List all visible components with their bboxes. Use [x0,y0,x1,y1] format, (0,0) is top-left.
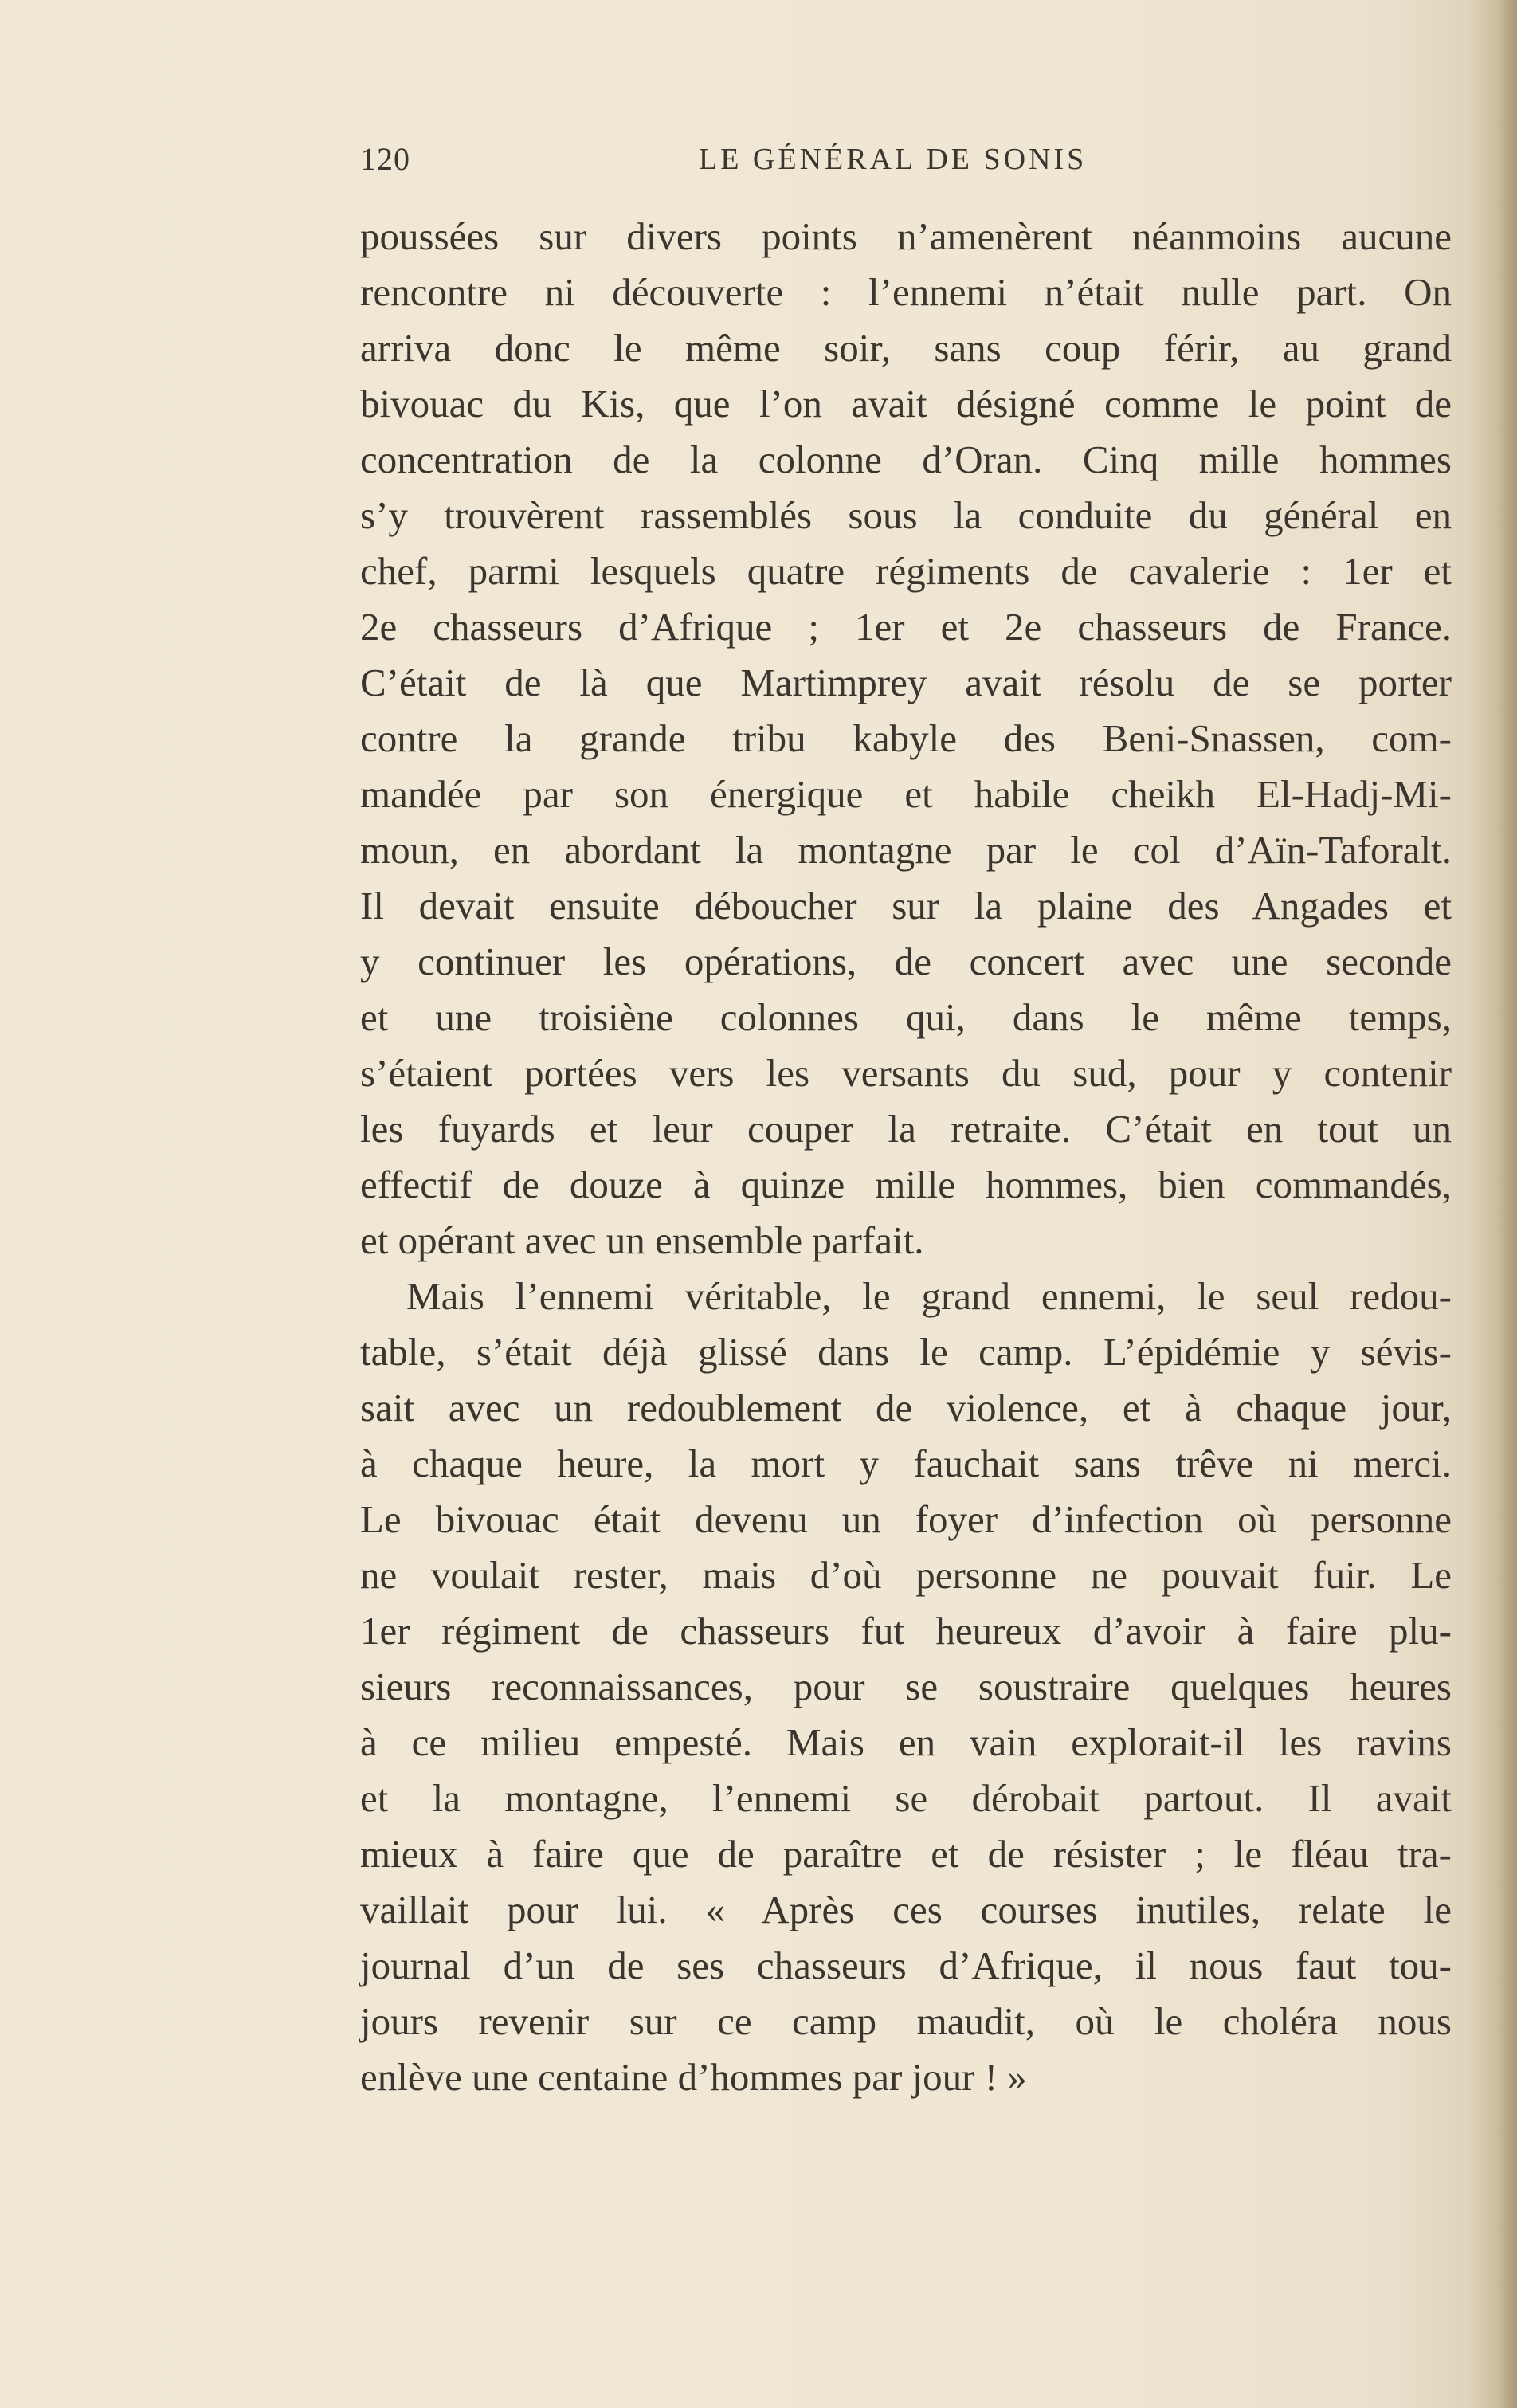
text-line: et une troisiène colonnes qui, dans le même temps, [360,995,1452,1039]
body-text [360,209,1452,2105]
text-line: Il devait ensuite déboucher sur la plaine des Angades et [360,884,1452,928]
text-line: 2e chasseurs d’Afrique ; 1er et 2e chasseurs de France. [360,605,1452,649]
text-line: sait avec un redoublement de violence, et à chaque jour, [360,1386,1452,1430]
text-line: à ce milieu empesté. Mais en vain explorait-il les ravins [360,1720,1452,1764]
text-line: effectif de douze à quinze mille hommes, bien commandés, [360,1163,1452,1206]
text-line: à chaque heure, la mort y fauchait sans trêve ni merci. [360,1441,1452,1485]
text-line: arriva donc le même soir, sans coup férir, au grand [360,326,1452,370]
text-line: mandée par son énergique et habile cheikh El-Hadj-Mi- [360,772,1452,816]
text-line: table, s’était déjà glissé dans le camp. L’épidémie y sévis- [360,1330,1452,1374]
text-line: rencontre ni découverte : l’ennemi n’était nulle part. On [360,270,1452,314]
text-line: journal d’un de ses chasseurs d’Afrique, il nous faut tou- [360,1943,1452,1987]
text-line: et la montagne, l’ennemi se dérobait partout. Il avait [360,1776,1452,1820]
text-line: mieux à faire que de paraître et de résister ; le fléau tra- [360,1832,1452,1876]
text-line: chef, parmi lesquels quatre régiments de cavalerie : 1er et [360,549,1452,593]
text-line: vaillait pour lui. « Après ces courses inutiles, relate le [360,1888,1452,1931]
text-line: jours revenir sur ce camp maudit, où le choléra nous [360,1999,1452,2043]
text-line: contre la grande tribu kabyle des Beni-Snassen, com- [360,716,1452,760]
text-line: enlève une centaine d’hommes par jour ! » [360,2055,1027,2099]
text-line: sieurs reconnaissances, pour se soustraire quelques heures [360,1665,1452,1708]
text-line: les fuyards et leur couper la retraite. C’était en tout un [360,1107,1452,1151]
text-line: C’était de là que Martimprey avait résolu de se porter [360,661,1452,704]
paragraph-2 [360,1269,1452,2105]
text-line: s’y trouvèrent rassemblés sous la conduite du général en [360,493,1452,537]
running-head [360,135,1452,183]
text-line: concentration de la colonne d’Oran. Cinq mille hommes [360,437,1452,481]
text-line: 1er régiment de chasseurs fut heureux d’avoir à faire plu- [360,1609,1452,1653]
text-line: ne voulait rester, mais d’où personne ne pouvait fuir. Le [360,1553,1452,1597]
running-title: LE GÉNÉRAL DE SONIS [699,143,1088,176]
page-edge-shadow [1469,0,1517,2408]
text-line: bivouac du Kis, que l’on avait désigné comme le point de [360,382,1452,426]
text-line: y continuer les opérations, de concert avec une seconde [360,939,1452,983]
text-line: poussées sur divers points n’amenèrent néanmoins aucune [360,214,1452,258]
text-line: et opérant avec un ensemble parfait. [360,1218,924,1262]
page-number: 120 [360,141,410,177]
text-line: moun, en abordant la montagne par le col d’Aïn-Taforalt. [360,828,1452,872]
text-line: Le bivouac était devenu un foyer d’infection où personne [360,1497,1452,1541]
text-line: s’étaient portées vers les versants du sud, pour y contenir [360,1051,1452,1095]
paragraph-1 [360,209,1452,1269]
text-line: Mais l’ennemi véritable, le grand ennemi, le seul redou- [406,1274,1452,1318]
